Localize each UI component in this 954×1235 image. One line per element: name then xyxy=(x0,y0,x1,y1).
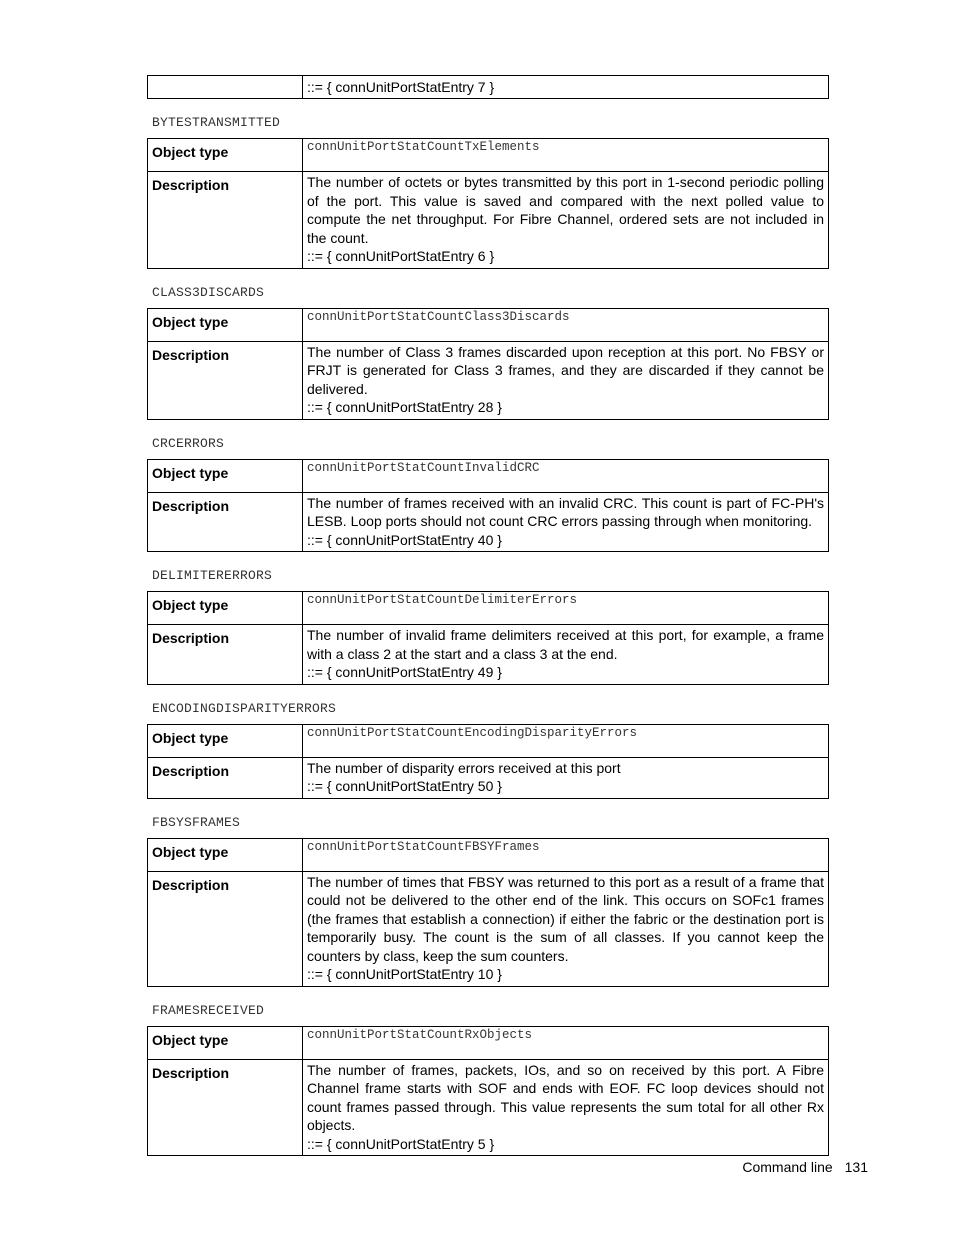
object-type-row xyxy=(148,724,829,757)
object-type-label: Object type xyxy=(148,459,303,492)
section-title: DELIMITERERRORS xyxy=(152,568,273,583)
description-value xyxy=(303,871,829,986)
description-text: The number of invalid frame delimiters received at this port, for example, a frame with a class 2 at the start and a class 3 at the end. xyxy=(307,627,824,662)
continuation-row xyxy=(148,76,829,99)
section-title: CRCERRORS xyxy=(152,435,225,451)
object-type-value: connUnitPortStatCountRxObjects xyxy=(303,1026,829,1059)
mib-object-table xyxy=(147,138,829,269)
object-type-value: connUnitPortStatCountTxElements xyxy=(303,139,829,172)
description-label: Description xyxy=(148,757,303,798)
entry-text: ::= { connUnitPortStatEntry 40 } xyxy=(307,531,502,548)
object-type-row xyxy=(148,139,829,172)
continuation-label-cell xyxy=(148,76,303,99)
description-text: The number of Class 3 frames discarded upon reception at this port. No FBSY or FRJT is generated for Class 3 frames, and they are discarded if they cannot be delivered. xyxy=(307,343,824,397)
description-label: Description xyxy=(148,341,303,419)
object-type-value: connUnitPortStatCountInvalidCRC xyxy=(303,459,829,492)
description-label: Description xyxy=(148,172,303,269)
object-type-label: Object type xyxy=(148,139,303,172)
description-value xyxy=(303,757,829,798)
description-label: Description xyxy=(148,625,303,685)
object-type-value: connUnitPortStatCountEncodingDisparityErrors xyxy=(303,724,829,757)
description-label: Description xyxy=(148,492,303,552)
object-type-row xyxy=(148,308,829,341)
object-type-label: Object type xyxy=(148,1026,303,1059)
section-title: FRAMESRECEIVED xyxy=(152,1002,265,1018)
page-number: 131 xyxy=(844,1159,868,1175)
description-value xyxy=(303,172,829,269)
description-row xyxy=(148,172,829,269)
section-title: BYTESTRANSMITTED xyxy=(152,115,281,130)
mib-object-table xyxy=(147,308,829,420)
description-text: The number of frames received with an invalid CRC. This count is part of FC-PH's LESB. Loop ports should not count CRC errors passing through when monitoring. xyxy=(307,494,824,529)
object-type-label: Object type xyxy=(148,724,303,757)
footer-section-name: Command line xyxy=(742,1159,833,1175)
entry-text: ::= { connUnitPortStatEntry 49 } xyxy=(307,664,502,680)
mib-object-table xyxy=(147,591,829,685)
description-row xyxy=(148,1059,829,1156)
description-text: The number of octets or bytes transmitted by this port in 1-second periodic polling of the port. This value is saved and compared with the next polled value to compute the net throughput. For Fibre Channel, ordered sets are not included in the count. xyxy=(307,174,824,246)
description-row xyxy=(148,492,829,552)
section-title: ENCODINGDISPARITYERRORS xyxy=(152,700,337,716)
section-title: FBSYSFRAMES xyxy=(152,814,241,830)
object-type-value: connUnitPortStatCountClass3Discards xyxy=(303,308,829,341)
description-text: The number of disparity errors received at this port xyxy=(307,759,621,776)
description-label: Description xyxy=(148,1059,303,1156)
entry-text: ::= { connUnitPortStatEntry 50 } xyxy=(307,778,502,794)
continuation-table xyxy=(147,75,829,99)
object-type-label: Object type xyxy=(148,592,303,625)
entry-text: ::= { connUnitPortStatEntry 10 } xyxy=(307,966,502,982)
description-row xyxy=(148,625,829,685)
description-value xyxy=(303,492,829,552)
description-row xyxy=(148,757,829,798)
entry-text: ::= { connUnitPortStatEntry 6 } xyxy=(307,248,495,264)
description-row xyxy=(148,341,829,419)
description-value xyxy=(303,1059,829,1156)
object-type-row xyxy=(148,459,829,492)
description-value xyxy=(303,341,829,419)
section-title: CLASS3DISCARDS xyxy=(152,284,265,300)
object-type-row xyxy=(148,592,829,625)
object-type-value: connUnitPortStatCountDelimiterErrors xyxy=(303,592,829,625)
object-type-row xyxy=(148,838,829,871)
page-footer xyxy=(742,1158,868,1176)
description-text: The number of frames, packets, IOs, and so on received by this port. A Fibre Channel frame starts with SOF and ends with EOF. FC loop devices should not count frames passed through. This value represents the sum total for all other Rx objects. xyxy=(307,1061,824,1133)
description-text: The number of times that FBSY was returned to this port as a result of a frame that could not be delivered to the other end of the link. This occurs on SOFc1 frames (the frames that establish a connection) if either the fabric or the destination port is temporarily busy. The count is the sum of all classes. If you cannot keep the counters by class, keep the sum counters. xyxy=(307,873,824,964)
mib-object-table xyxy=(147,459,829,553)
description-label: Description xyxy=(148,871,303,986)
mib-object-table xyxy=(147,1026,829,1157)
object-type-label: Object type xyxy=(148,838,303,871)
entry-text: ::= { connUnitPortStatEntry 28 } xyxy=(307,399,502,415)
description-value xyxy=(303,625,829,685)
object-type-value: connUnitPortStatCountFBSYFrames xyxy=(303,838,829,871)
object-type-row xyxy=(148,1026,829,1059)
mib-object-table xyxy=(147,724,829,799)
description-row xyxy=(148,871,829,986)
continuation-value: ::= { connUnitPortStatEntry 7 } xyxy=(303,76,829,99)
mib-object-table xyxy=(147,838,829,987)
document-page xyxy=(147,75,829,1156)
object-type-label: Object type xyxy=(148,308,303,341)
entry-text: ::= { connUnitPortStatEntry 5 } xyxy=(307,1135,495,1152)
